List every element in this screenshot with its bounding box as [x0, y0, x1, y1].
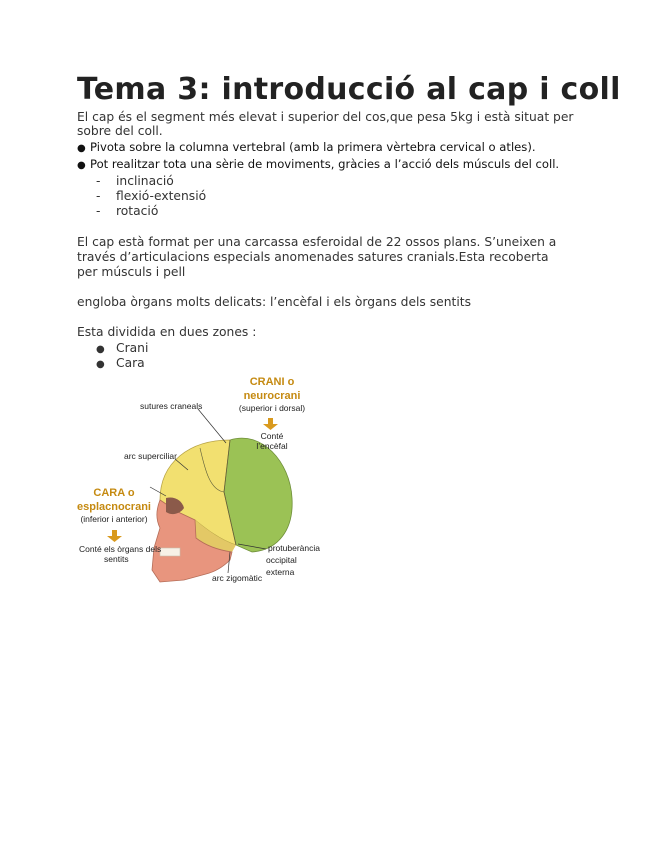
- zones-intro: Esta dividida en dues zones :: [77, 325, 257, 339]
- bullet-icon: ●: [77, 160, 86, 171]
- bullet-icon: ●: [77, 143, 86, 154]
- bullet-icon: ●: [96, 344, 105, 355]
- cap-paragraph-line-1: El cap està format per una carcassa esferoidal de 22 ossos plans. S’uneixen a: [77, 235, 557, 249]
- arc-superciliar-label: arc superciliar: [124, 451, 177, 461]
- protuberancia-label-1: protuberància: [268, 543, 320, 553]
- intro-line-1: El cap és el segment més elevat i superior del cos,que pesa 5kg i està situat per: [77, 110, 574, 124]
- page-title: Tema 3: introducció al cap i coll: [77, 72, 621, 107]
- dash-icon: -: [96, 174, 101, 188]
- intro-line-2: sobre del coll.: [77, 124, 163, 138]
- cap-paragraph-line-2: través d’articulacions especials anomenades satures cranials.Esta recoberta: [77, 250, 549, 264]
- dash-icon: -: [96, 189, 101, 203]
- protuberancia-label-2: occipital: [266, 555, 297, 565]
- cara-contains-2: sentits: [104, 554, 129, 564]
- zone-text: Cara: [116, 356, 145, 370]
- arrow-down-icon: [263, 418, 278, 430]
- cap-paragraph-line-3: per músculs i pell: [77, 265, 186, 279]
- cara-heading-2: esplacnocrani: [77, 501, 151, 513]
- crani-contains-2: l’encèfal: [256, 441, 288, 451]
- crani-heading-1: CRANI o: [249, 376, 295, 388]
- occipital-bone: [224, 438, 292, 552]
- arc-zigomatic-label: arc zigomàtic: [212, 573, 263, 583]
- cara-sub: (inferior i anterior): [80, 514, 148, 524]
- dash-icon: -: [96, 204, 101, 218]
- sutures-label: sutures craneals: [140, 401, 203, 411]
- movement-text: inclinació: [116, 174, 174, 188]
- bullet-text: Pivota sobre la columna vertebral (amb la primera vèrtebra cervical o atles).: [90, 140, 536, 154]
- leader-line: [198, 409, 226, 443]
- organs-paragraph: engloba òrgans molts delicats: l’encèfal i els òrgans dels sentits: [77, 295, 471, 309]
- crani-sub: (superior i dorsal): [238, 403, 306, 413]
- protuberancia-label-3: externa: [266, 567, 295, 577]
- teeth: [160, 548, 180, 556]
- bullet-icon: ●: [96, 359, 105, 370]
- movement-text: flexió-extensió: [116, 189, 207, 203]
- bullet-text: Pot realitzar tota una sèrie de moviments, gràcies a l’acció dels músculs del coll.: [90, 157, 560, 171]
- crani-heading-2: neurocrani: [243, 390, 301, 402]
- zone-text: Crani: [116, 341, 149, 355]
- movement-text: rotació: [116, 204, 159, 218]
- cara-contains-1: Conté els òrgans dels: [79, 544, 162, 554]
- arrow-down-icon: [107, 530, 122, 542]
- crani-contains-1: Conté: [260, 431, 284, 441]
- cara-heading-1: CARA o: [93, 487, 135, 499]
